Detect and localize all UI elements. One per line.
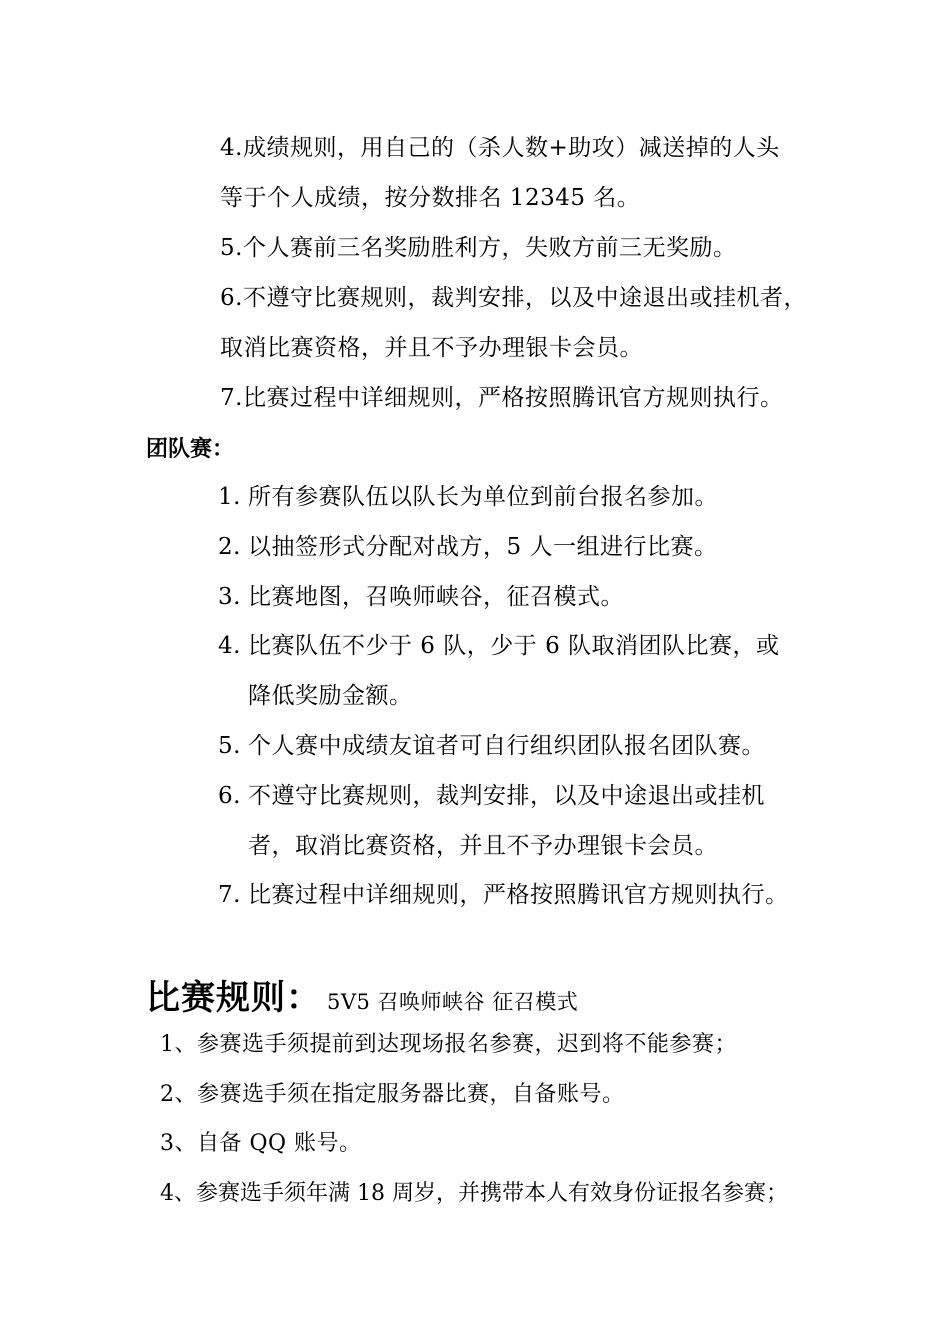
rule-line: 5.个人赛前三名奖励胜利方，失败方前三无奖励。 [220, 235, 737, 261]
match-rule-line: 4、参赛选手须年满 18 周岁，并携带本人有效身份证报名参赛； [160, 1181, 788, 1206]
list-text: 以抽签形式分配对战方，5 人一组进行比赛。 [248, 534, 718, 560]
list-number: 7. [218, 882, 241, 908]
team-rule-item [218, 831, 718, 861]
match-rules-title: 比赛规则： [146, 978, 321, 1018]
rule-line: 6.不遵守比赛规则，裁判安排，以及中途退出或挂机者， [220, 285, 807, 311]
match-rule-line: 2、参赛选手须在指定服务器比赛，自备账号。 [160, 1082, 625, 1107]
team-rule-item [218, 482, 718, 512]
match-mode-subtitle: 5V5 召唤师峡谷 征召模式 [327, 990, 579, 1014]
match-rules-heading [146, 976, 578, 1026]
list-text: 所有参赛队伍以队长为单位到前台报名参加。 [248, 484, 718, 510]
list-text: 比赛地图，召唤师峡谷，征召模式。 [248, 584, 624, 610]
team-rule-item [218, 532, 717, 562]
team-rule-item [218, 582, 624, 612]
match-rule-line: 3、自备 QQ 账号。 [160, 1131, 362, 1156]
list-text: 比赛过程中详细规则，严格按照腾讯官方规则执行。 [248, 882, 789, 908]
rule-line: 7.比赛过程中详细规则，严格按照腾讯官方规则执行。 [220, 385, 784, 411]
list-text: 个人赛中成绩友谊者可自行组织团队报名团队赛。 [248, 733, 765, 759]
rule-line: 4.成绩规则，用自己的（杀人数+助攻）减送掉的人头 [220, 135, 780, 161]
team-rule-item [218, 731, 765, 761]
team-rule-item [218, 681, 413, 711]
list-text: 比赛队伍不少于 6 队，少于 6 队取消团队比赛，或 [248, 633, 780, 659]
list-number: 4. [218, 633, 241, 659]
team-rule-item [218, 880, 789, 910]
list-number: 6. [218, 783, 241, 809]
team-rule-item [218, 631, 780, 661]
match-rule-line: 1、参赛选手须提前到达现场报名参赛，迟到将不能参赛； [160, 1032, 737, 1057]
list-number: 3. [218, 584, 241, 610]
list-text: 降低奖励金额。 [248, 683, 413, 709]
list-number: 1. [218, 484, 241, 510]
list-text: 者，取消比赛资格，并且不予办理银卡会员。 [248, 833, 718, 859]
list-number: 2. [218, 534, 241, 560]
rule-line: 取消比赛资格，并且不予办理银卡会员。 [220, 335, 643, 361]
list-number: 5. [218, 733, 241, 759]
team-section-heading: 团队赛： [146, 436, 235, 462]
list-text: 不遵守比赛规则，裁判安排，以及中途退出或挂机 [248, 783, 765, 809]
team-rule-item [218, 781, 765, 811]
rule-line: 等于个人成绩，按分数排名 12345 名。 [220, 185, 641, 211]
